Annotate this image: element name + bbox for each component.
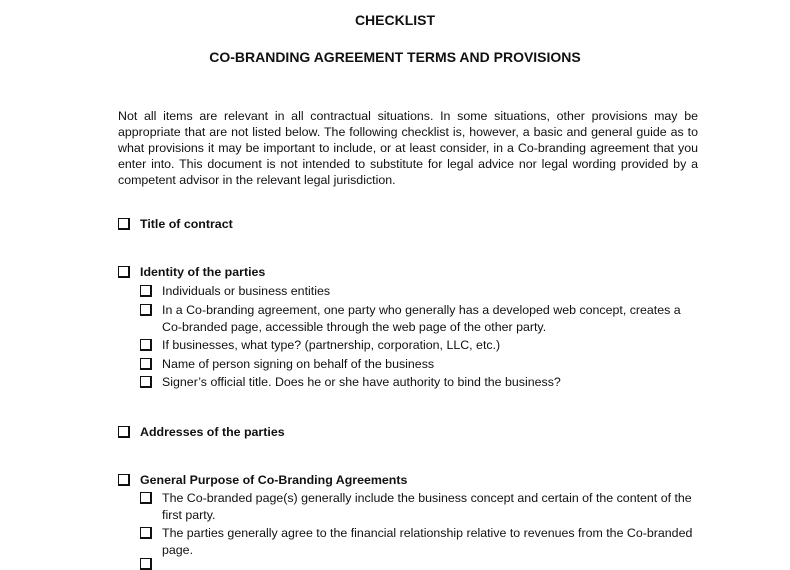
checkbox-icon[interactable] xyxy=(140,492,152,504)
checklist-section-general-purpose: General Purpose of Co-Branding Agreements xyxy=(118,472,698,489)
checklist-item: In a Co-branding agreement, one party who generally has a developed web concept, creates a Co-branded page, accessible through the web page of the other party. xyxy=(140,302,700,335)
intro-paragraph: Not all items are relevant in all contractual situations. In some situations, other provisions may be appropriate that are not listed below. The following checklist is, however, a basic and general guide as to what provisions it may be important to include, or at least consider, in a Co-branding agreement that you enter into. This document is not intended to substitute for legal advice nor legal wording provided by a competent advisor in the relevant legal jurisdiction. xyxy=(118,109,698,187)
checklist-item: The parties generally agree to the financial relationship relative to revenues from the Co-branded page. xyxy=(140,525,700,558)
checkbox-icon[interactable] xyxy=(118,266,130,278)
checkbox-icon[interactable] xyxy=(140,358,152,370)
checklist-item: Signer’s official title. Does he or she have authority to bind the business? xyxy=(140,374,700,391)
checkbox-icon[interactable] xyxy=(140,376,152,388)
checklist-item: Individuals or business entities xyxy=(140,283,700,300)
checklist-item: Name of person signing on behalf of the business xyxy=(140,356,700,373)
checkbox-icon[interactable] xyxy=(140,527,152,539)
checkbox-icon[interactable] xyxy=(118,426,130,438)
checkbox-icon[interactable] xyxy=(118,218,130,230)
checkbox-icon[interactable] xyxy=(140,558,152,570)
document-subtitle: CO-BRANDING AGREEMENT TERMS AND PROVISIONS xyxy=(209,49,581,65)
checklist-section-title: Title of contract xyxy=(118,216,698,233)
document-title: CHECKLIST xyxy=(354,12,436,28)
checkbox-icon[interactable] xyxy=(140,339,152,351)
checklist-section-addresses: Addresses of the parties xyxy=(118,424,698,441)
checklist-item: The Co-branded page(s) generally include the business concept and certain of the content of the first party. xyxy=(140,490,700,523)
checkbox-icon[interactable] xyxy=(140,285,152,297)
checklist-item: If businesses, what type? (partnership, corporation, LLC, etc.) xyxy=(140,337,700,354)
checkbox-icon[interactable] xyxy=(118,474,130,486)
checkbox-icon[interactable] xyxy=(140,304,152,316)
checklist-section-identity: Identity of the parties xyxy=(118,264,698,281)
